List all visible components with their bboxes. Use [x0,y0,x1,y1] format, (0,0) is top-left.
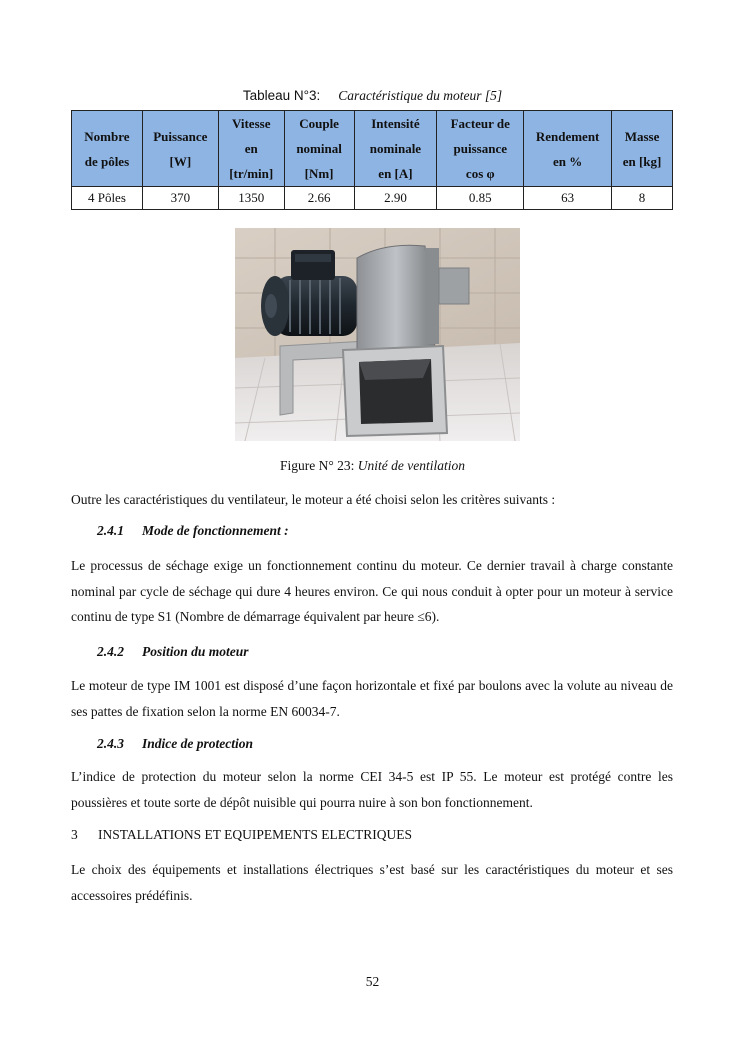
section-heading-2-4-1: 2.4.1 Mode de fonctionnement : [97,523,289,538]
table-header-row [72,111,673,187]
ventilation-unit-photo [235,228,520,441]
cell-vitesse: 1350 [218,187,284,210]
cell-facteur: 0.85 [437,187,524,210]
header-masse: Masse en [kg] [612,111,673,187]
section-text-3: Le choix des équipements et installations électriques s’est basé sur les caractéristiques du moteur et ses accessoires prédéfinis. [71,862,673,903]
ventilation-unit-illustration [235,228,520,441]
cell-puissance: 370 [142,187,218,210]
cell-couple: 2.66 [284,187,354,210]
header-couple: Couple nominal [Nm] [284,111,354,187]
table-caption-title: Caractéristique du moteur [5] [338,88,503,103]
table-caption-label: Tableau N°3: [242,88,321,103]
section-heading-3: 3 INSTALLATIONS ET EQUIPEMENTS ELECTRIQUES [71,827,413,842]
intro-paragraph: Outre les caractéristiques du ventilateur, le moteur a été choisi selon les critères suivants : [71,492,556,507]
header-vitesse: Vitesse en [tr/min] [218,111,284,187]
header-puissance: Puissance [W] [142,111,218,187]
header-intensite: Intensité nominale en [A] [354,111,437,187]
cell-rendement: 63 [524,187,612,210]
motor-spec-table [71,110,673,210]
section-text-2-4-1: Le processus de séchage exige un fonctionnement continu du moteur. Ce dernier travail à charge constante nominal par cycle de séchage qui dure 4 heures environ. Ce qui nous conduit à opter pour un moteur à service continu de type S1 (Nombre de démarrage équivalent par heure ≤6). [71,558,673,624]
cell-poles: 4 Pôles [72,187,143,210]
table-row [72,187,673,210]
header-nombre-poles: Nombre de pôles [72,111,143,187]
section-heading-2-4-3: 2.4.3 Indice de protection [97,736,253,751]
cell-masse: 8 [612,187,673,210]
cell-intensite: 2.90 [354,187,437,210]
section-text-2-4-3: L’indice de protection du moteur selon la norme CEI 34-5 est IP 55. Le moteur est protégé contre les poussières et toute sorte de dépôt nuisible qui pourra nuire à son bon fonctionnement. [71,769,673,810]
figure-caption [0,458,745,474]
section-text-2-4-2: Le moteur de type IM 1001 est disposé d’une façon horizontale et fixé par boulons avec la volute au niveau de ses pattes de fixation selon la norme EN 60034-7. [71,678,673,719]
section-heading-2-4-2: 2.4.2 Position du moteur [97,644,249,659]
figure-caption-title: Unité de ventilation [357,458,465,473]
header-rendement: Rendement en % [524,111,612,187]
page-number: 52 [365,974,380,989]
header-facteur-puissance: Facteur de puissance cos φ [437,111,524,187]
table-caption [0,88,745,104]
figure-caption-label: Figure N° 23: [279,458,358,473]
